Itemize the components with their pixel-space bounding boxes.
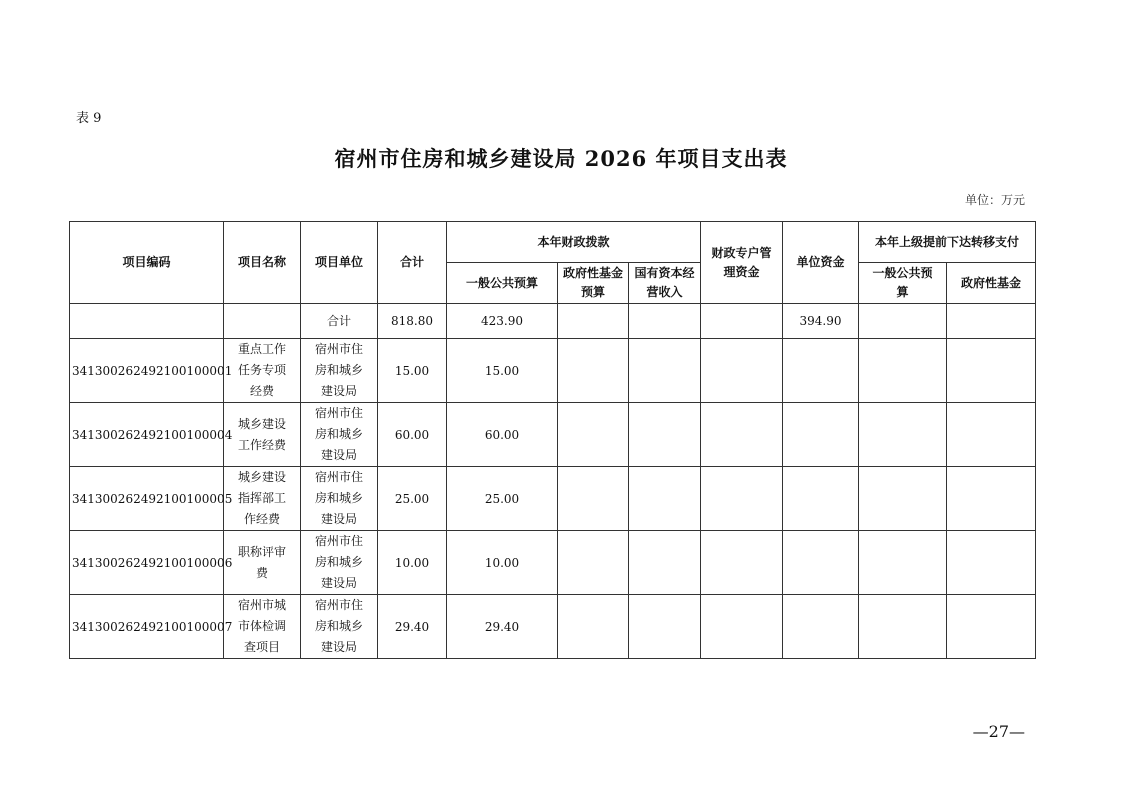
row-code: 341300262492100100005 <box>70 467 224 531</box>
header-state-capital <box>629 263 701 304</box>
row-name <box>224 339 301 403</box>
row-unit-text: 宿州市住房和城乡建设局 <box>314 598 363 654</box>
header-transfer-group: 本年上级提前下达转移支付 <box>859 222 1036 263</box>
summary-name-cell <box>224 304 301 339</box>
empty-cell <box>558 304 629 339</box>
empty-cell <box>947 467 1036 531</box>
row-general-budget: 29.40 <box>447 595 558 659</box>
header-total: 合计 <box>378 222 447 304</box>
header-unit-funds: 单位资金 <box>783 222 859 304</box>
empty-cell <box>558 339 629 403</box>
empty-cell <box>947 339 1036 403</box>
row-total: 10.00 <box>378 531 447 595</box>
empty-cell <box>629 467 701 531</box>
empty-cell <box>783 595 859 659</box>
header-gov-fund-label: 政府性基金预算 <box>563 266 624 299</box>
row-unit <box>301 467 378 531</box>
table-row <box>70 403 1036 467</box>
row-total: 60.00 <box>378 403 447 467</box>
empty-cell <box>629 339 701 403</box>
empty-cell <box>558 467 629 531</box>
empty-cell <box>947 531 1036 595</box>
empty-cell <box>701 403 783 467</box>
unit-note: 单位：万元 <box>964 193 1025 207</box>
row-unit <box>301 595 378 659</box>
header-transfer-general-label: 一般公共预算 <box>872 266 933 299</box>
empty-cell <box>629 304 701 339</box>
row-unit <box>301 339 378 403</box>
empty-cell <box>859 304 947 339</box>
empty-cell <box>859 595 947 659</box>
table-row <box>70 339 1036 403</box>
row-unit <box>301 531 378 595</box>
empty-cell <box>783 339 859 403</box>
table-label: 表 9 <box>76 111 102 126</box>
empty-cell <box>783 467 859 531</box>
empty-cell <box>558 403 629 467</box>
empty-cell <box>558 531 629 595</box>
row-total: 15.00 <box>378 339 447 403</box>
header-state-capital-label: 国有资本经营收入 <box>634 266 695 299</box>
header-special-mgmt <box>701 222 783 304</box>
header-code: 项目编码 <box>70 222 224 304</box>
summary-code-cell <box>70 304 224 339</box>
header-unit: 项目单位 <box>301 222 378 304</box>
empty-cell <box>701 467 783 531</box>
row-general-budget: 25.00 <box>447 467 558 531</box>
header-gov-fund <box>558 263 629 304</box>
row-general-budget: 60.00 <box>447 403 558 467</box>
header-general-budget: 一般公共预算 <box>447 263 558 304</box>
row-total: 29.40 <box>378 595 447 659</box>
row-code: 341300262492100100007 <box>70 595 224 659</box>
table-row <box>70 595 1036 659</box>
summary-label: 合计 <box>301 304 378 339</box>
empty-cell <box>701 304 783 339</box>
row-unit-text: 宿州市住房和城乡建设局 <box>314 406 363 462</box>
row-name-text: 重点工作任务专项经费 <box>237 342 286 398</box>
empty-cell <box>701 339 783 403</box>
row-name <box>224 595 301 659</box>
empty-cell <box>947 403 1036 467</box>
header-transfer-gov-fund: 政府性基金 <box>947 263 1036 304</box>
summary-general-budget: 423.90 <box>447 304 558 339</box>
row-code: 341300262492100100006 <box>70 531 224 595</box>
row-unit-text: 宿州市住房和城乡建设局 <box>314 534 363 590</box>
empty-cell <box>859 403 947 467</box>
row-general-budget: 10.00 <box>447 531 558 595</box>
empty-cell <box>783 531 859 595</box>
row-unit <box>301 403 378 467</box>
empty-cell <box>947 304 1036 339</box>
row-name-text: 宿州市城市体检调查项目 <box>237 598 286 654</box>
row-code: 341300262492100100004 <box>70 403 224 467</box>
header-transfer-general <box>859 263 947 304</box>
summary-unit-funds: 394.90 <box>783 304 859 339</box>
page-title: 宿州市住房和城乡建设局 2026 年项目支出表 <box>334 146 788 171</box>
row-name-text: 城乡建设指挥部工作经费 <box>237 470 286 526</box>
page-number: —27— <box>972 722 1025 741</box>
summary-total: 818.80 <box>378 304 447 339</box>
empty-cell <box>947 595 1036 659</box>
empty-cell <box>629 531 701 595</box>
empty-cell <box>629 403 701 467</box>
empty-cell <box>859 467 947 531</box>
row-unit-text: 宿州市住房和城乡建设局 <box>314 342 363 398</box>
row-name <box>224 531 301 595</box>
empty-cell <box>701 531 783 595</box>
empty-cell <box>859 339 947 403</box>
header-special-mgmt-label: 财政专户管理资金 <box>711 245 772 279</box>
header-fiscal-group: 本年财政拨款 <box>447 222 701 263</box>
empty-cell <box>558 595 629 659</box>
row-code: 341300262492100100001 <box>70 339 224 403</box>
row-name-text: 城乡建设工作经费 <box>237 416 286 452</box>
table-row <box>70 531 1036 595</box>
empty-cell <box>629 595 701 659</box>
row-general-budget: 15.00 <box>447 339 558 403</box>
empty-cell <box>701 595 783 659</box>
empty-cell <box>783 403 859 467</box>
table-row <box>70 467 1036 531</box>
expenditure-table <box>69 221 1036 659</box>
row-unit-text: 宿州市住房和城乡建设局 <box>314 470 363 526</box>
row-name <box>224 467 301 531</box>
row-total: 25.00 <box>378 467 447 531</box>
summary-row <box>70 304 1036 339</box>
empty-cell <box>859 531 947 595</box>
row-name-text: 职称评审费 <box>237 544 286 580</box>
header-name: 项目名称 <box>224 222 301 304</box>
row-name <box>224 403 301 467</box>
